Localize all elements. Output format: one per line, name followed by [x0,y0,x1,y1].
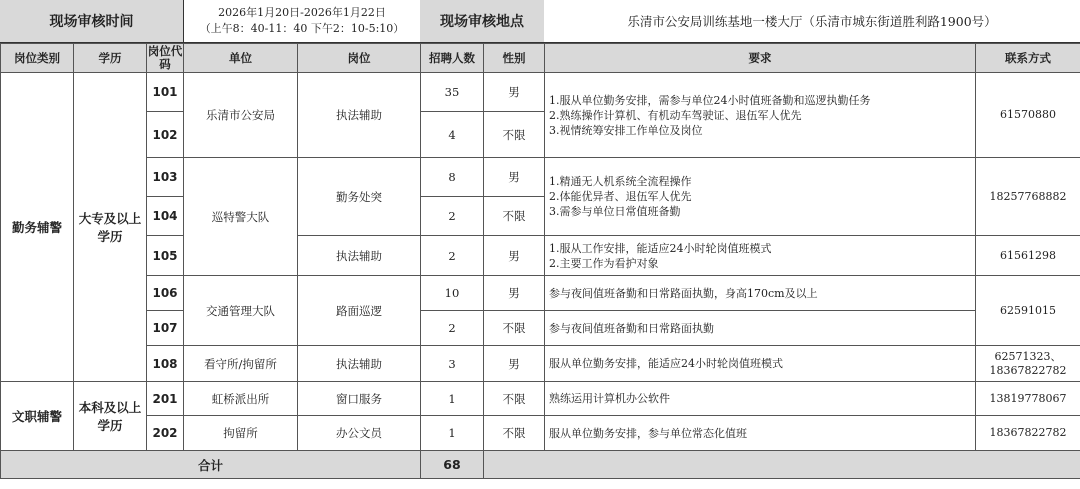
requirement-line: 2.体能优异者、退伍军人优先 [549,190,692,203]
count-cell: 8 [421,158,484,197]
table-row [1,236,1080,276]
col-header-code: 岗位代码 [147,44,183,71]
post-cell: 执法辅助 [298,73,421,158]
gender-cell: 男 [484,73,545,112]
requirement-line: 3.需参与单位日常值班备勤 [549,205,681,218]
requirements-cell [545,158,976,236]
count-cell: 2 [421,197,484,236]
review-time-label: 现场审核时间 [0,0,183,42]
education-cell: 本科及以上学历 [74,382,147,451]
requirement-line: 3.视情统筹安排工作单位及岗位 [549,123,703,137]
table-row [1,158,1080,197]
unit-cell: 巡特警大队 [184,158,298,276]
gender-cell: 男 [484,236,545,276]
requirement-line: 1.服从工作安排，能适应24小时轮岗值班模式 [549,241,772,255]
col-header-requirements: 要求 [545,44,976,73]
code-cell: 106 [147,276,184,311]
count-cell: 2 [421,236,484,276]
count-cell: 2 [421,311,484,346]
code-cell: 101 [147,73,184,112]
total-row [1,451,1080,479]
total-label: 合计 [1,451,421,479]
col-header-unit: 单位 [184,44,298,73]
code-cell: 105 [147,236,184,276]
count-cell: 1 [421,382,484,416]
col-header-education: 学历 [74,44,147,73]
contact-cell: 61561298 [976,236,1080,276]
code-cell: 103 [147,158,184,197]
review-location-label: 现场审核地点 [420,0,544,42]
count-cell: 1 [421,416,484,451]
post-cell: 路面巡逻 [298,276,421,346]
post-cell: 执法辅助 [298,236,421,276]
col-header-post: 岗位 [298,44,421,73]
review-time-value [183,0,420,42]
table-row [1,311,1080,346]
contact-cell: 13819778067 [976,382,1080,416]
review-location-value: 乐清市公安局训练基地一楼大厅（乐清市城东街道胜利路1900号） [627,14,997,29]
gender-cell: 不限 [484,416,545,451]
code-cell: 102 [147,112,184,158]
requirement-line: 2.主要工作为看护对象 [549,256,659,270]
contact-line: 18367822782 [989,363,1067,377]
unit-cell: 交通管理大队 [184,276,298,346]
total-blank [484,451,1080,479]
table-row [1,276,1080,311]
post-cell: 执法辅助 [298,346,421,382]
requirement-line: 2.熟练操作计算机、有机动车驾驶证、退伍军人优先 [549,108,802,122]
contact-cell: 61570880 [976,73,1080,158]
table-row [1,73,1080,112]
contact-cell: 18257768882 [976,158,1080,236]
code-cell: 104 [147,197,184,236]
table-row [1,346,1080,382]
gender-cell: 不限 [484,311,545,346]
code-cell: 202 [147,416,184,451]
code-cell: 201 [147,382,184,416]
requirement-line: 1.服从单位勤务安排，需参与单位24小时值班备勤和巡逻执勤任务 [549,93,871,107]
code-cell: 108 [147,346,184,382]
table-row [1,416,1080,451]
requirements-cell: 参与夜间值班备勤和日常路面执勤 [545,311,976,346]
recruitment-table [0,43,1080,479]
contact-cell: 18367822782 [976,416,1080,451]
contact-cell [976,346,1080,382]
contact-cell: 62591015 [976,276,1080,346]
requirements-cell: 服从单位勤务安排，能适应24小时轮岗值班模式 [545,346,976,382]
unit-cell: 乐清市公安局 [184,73,298,158]
gender-cell: 男 [484,158,545,197]
table-row [1,382,1080,416]
requirements-cell: 熟练运用计算机办公软件 [545,382,976,416]
count-cell: 35 [421,73,484,112]
gender-cell: 不限 [484,197,545,236]
count-cell: 10 [421,276,484,311]
table-header-row [1,44,1080,73]
review-time-hours: （上午8：40-11：40 下午2：10-5:10） [199,22,405,35]
count-cell: 4 [421,112,484,158]
requirement-line: 1.精通无人机系统全流程操作 [549,175,692,188]
gender-cell: 不限 [484,382,545,416]
contact-line: 62571323、 [994,349,1062,363]
requirements-cell: 服从单位勤务安排，参与单位常态化值班 [545,416,976,451]
requirements-cell: 参与夜间值班备勤和日常路面执勤，身高170cm及以上 [545,276,976,311]
post-cell: 办公文员 [298,416,421,451]
col-header-gender: 性别 [484,44,545,73]
total-value: 68 [421,451,484,479]
gender-cell: 男 [484,346,545,382]
col-header-count: 招聘人数 [421,44,484,73]
post-cell: 勤务处突 [298,158,421,236]
col-header-category: 岗位类别 [1,44,74,73]
requirements-cell [545,236,976,276]
category-cell: 勤务辅警 [1,73,74,382]
review-time-dates: 2026年1月20日-2026年1月22日 [218,6,386,19]
unit-cell: 虹桥派出所 [184,382,298,416]
review-info-bar [0,0,1080,43]
education-cell: 大专及以上学历 [74,73,147,382]
code-cell: 107 [147,311,184,346]
gender-cell: 男 [484,276,545,311]
requirements-cell [545,73,976,158]
col-header-contact: 联系方式 [976,44,1080,73]
category-cell: 文职辅警 [1,382,74,451]
count-cell: 3 [421,346,484,382]
post-cell: 窗口服务 [298,382,421,416]
gender-cell: 不限 [484,112,545,158]
unit-cell: 看守所/拘留所 [184,346,298,382]
unit-cell: 拘留所 [184,416,298,451]
